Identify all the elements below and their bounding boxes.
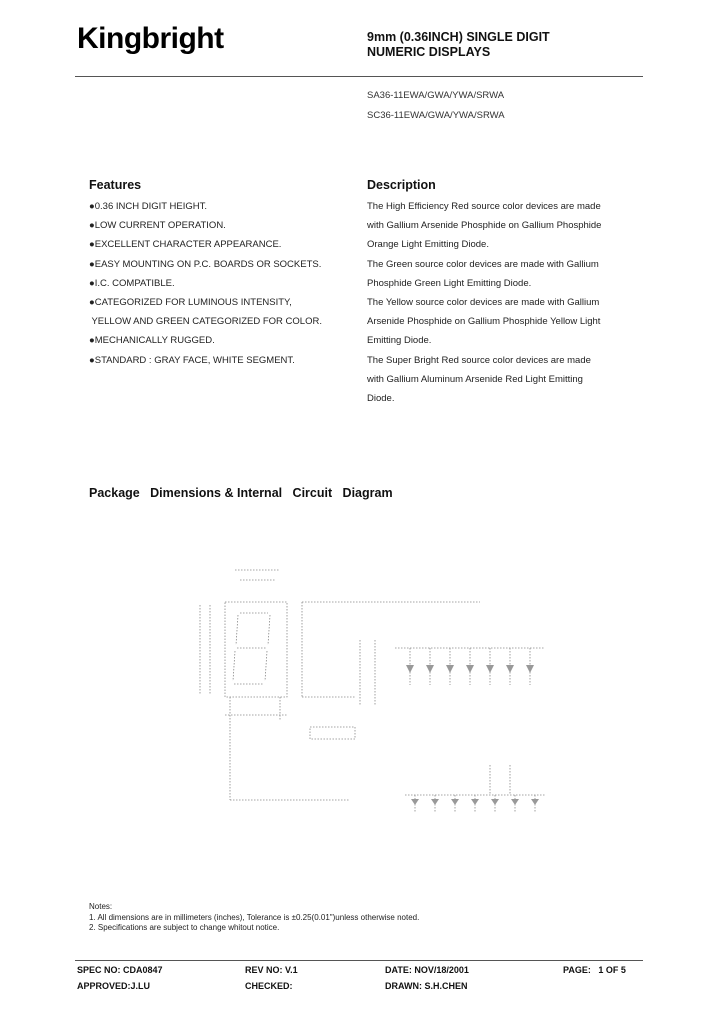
display-front-outline bbox=[225, 602, 287, 697]
features-heading: Features bbox=[89, 178, 142, 192]
note-item: 1. All dimensions are in millimeters (inches), Tolerance is ±0.25(0.01")unless otherwise noted. bbox=[89, 912, 420, 922]
footer-divider bbox=[75, 960, 643, 961]
note-item: 2. Specifications are subject to change whitout notice. bbox=[89, 923, 280, 932]
feature-item: ●MECHANICALLY RUGGED. bbox=[89, 335, 215, 347]
document-date: DATE: NOV/18/2001 bbox=[385, 965, 469, 975]
description-line: Phosphide Green Light Emitting Diode. bbox=[367, 277, 532, 289]
description-line: The Super Bright Red source color devices are made bbox=[367, 354, 591, 366]
title-line-1: 9mm (0.36INCH) SINGLE DIGIT bbox=[367, 30, 550, 44]
page-number: PAGE: 1 OF 5 bbox=[563, 965, 626, 975]
package-dimensions-drawing bbox=[180, 545, 560, 865]
feature-item: ●STANDARD : GRAY FACE, WHITE SEGMENT. bbox=[89, 354, 295, 366]
feature-item: ●I.C. COMPATIBLE. bbox=[89, 277, 175, 289]
description-line: with Gallium Aluminum Arsenide Red Light Emitting bbox=[367, 373, 583, 385]
package-heading: Package Dimensions & Internal Circuit Diagram bbox=[89, 486, 393, 500]
part-number-sa: SA36-11EWA/GWA/YWA/SRWA bbox=[367, 90, 505, 101]
feature-item: ●0.36 INCH DIGIT HEIGHT. bbox=[89, 201, 208, 212]
feature-item: ●EASY MOUNTING ON P.C. BOARDS OR SOCKETS. bbox=[89, 258, 322, 270]
approved-by: APPROVED:J.LU bbox=[77, 981, 151, 991]
description-line: Arsenide Phosphide on Gallium Phosphide Yellow Light bbox=[367, 316, 601, 328]
checked-by: CHECKED: bbox=[245, 981, 293, 991]
spec-number: SPEC NO: CDA0847 bbox=[77, 965, 163, 975]
description-line: The Green source color devices are made with Gallium bbox=[367, 258, 599, 270]
description-line: Orange Light Emitting Diode. bbox=[367, 239, 489, 251]
description-line: The High Efficiency Red source color devices are made bbox=[367, 201, 601, 212]
feature-item: YELLOW AND GREEN CATEGORIZED FOR COLOR. bbox=[89, 316, 322, 328]
description-line: The Yellow source color devices are made with Gallium bbox=[367, 297, 600, 309]
description-line: Emitting Diode. bbox=[367, 335, 432, 347]
description-line: with Gallium Arsenide Phosphide on Gallium Phosphide bbox=[367, 220, 602, 232]
description-line: Diode. bbox=[367, 393, 395, 405]
notes-block bbox=[89, 902, 419, 934]
kingbright-logo: Kingbright bbox=[77, 22, 224, 55]
description-text bbox=[367, 197, 637, 408]
revision-number: REV NO: V.1 bbox=[245, 965, 298, 975]
part-number-sc: SC36-11EWA/GWA/YWA/SRWA bbox=[367, 110, 505, 121]
title-line-2: NUMERIC DISPLAYS bbox=[367, 45, 491, 59]
header-divider bbox=[75, 76, 643, 77]
feature-item: ●LOW CURRENT OPERATION. bbox=[89, 220, 226, 232]
feature-item: ●CATEGORIZED FOR LUMINOUS INTENSITY, bbox=[89, 297, 292, 309]
document-title bbox=[367, 30, 550, 60]
notes-title: Notes: bbox=[89, 902, 113, 911]
drawn-by: DRAWN: S.H.CHEN bbox=[385, 981, 468, 991]
features-list bbox=[89, 197, 359, 370]
description-heading: Description bbox=[367, 178, 436, 192]
feature-item: ●EXCELLENT CHARACTER APPEARANCE. bbox=[89, 239, 282, 251]
